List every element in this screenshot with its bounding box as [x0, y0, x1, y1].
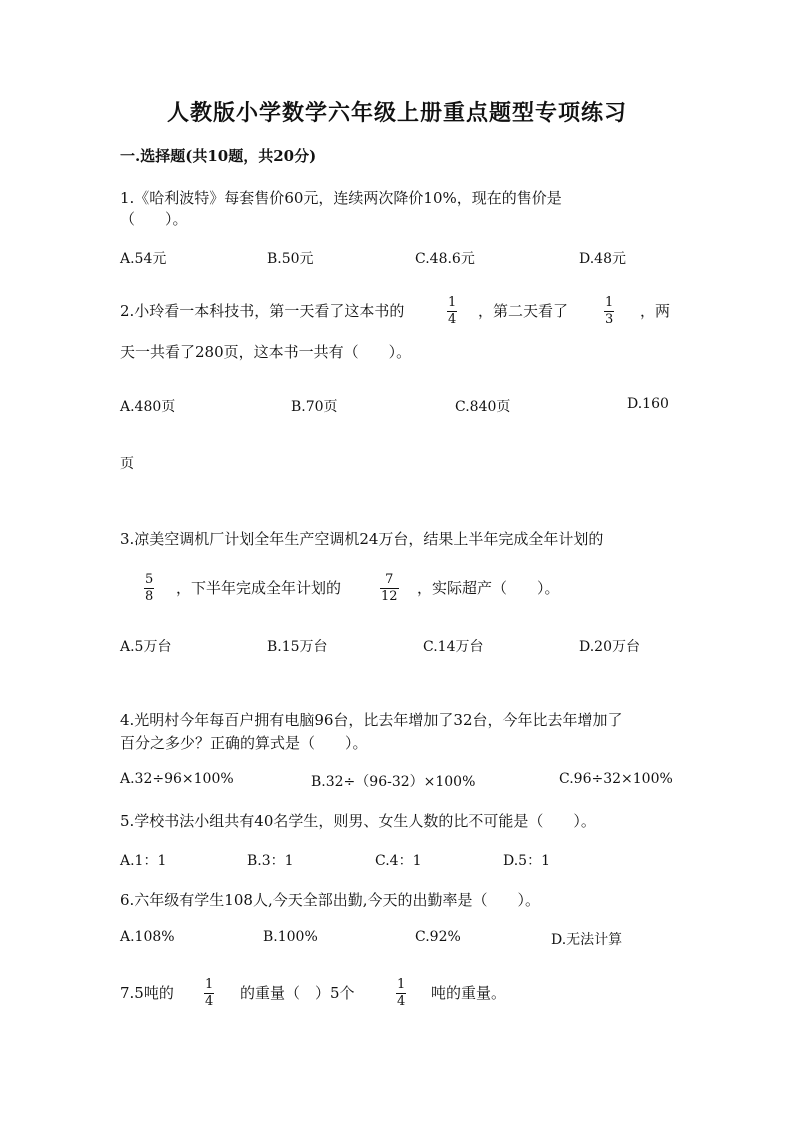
question-3-text-part-3: ，实际超产（ ）。	[417, 579, 560, 597]
question-2-text-part-1: 2.小玲看一本科技书，第一天看了这本书的	[120, 302, 405, 320]
fraction-numerator: 1	[205, 977, 214, 992]
fraction-numerator: 5	[145, 572, 154, 587]
fraction-numerator: 1	[397, 977, 406, 992]
question-1-option-c[interactable]: C.48.6元	[415, 251, 475, 267]
question-2-option-c[interactable]: C.840页	[455, 399, 511, 415]
fraction-denominator: 12	[381, 589, 398, 604]
question-5-option-a[interactable]: A.1：1	[120, 853, 167, 869]
question-1-line-1: 1.《哈利波特》每套售价60元，连续两次降价10%，现在的售价是	[120, 189, 562, 207]
fraction-numerator: 7	[385, 572, 394, 587]
question-7-text-part-1: 7.5吨的	[120, 984, 174, 1002]
question-3-option-a[interactable]: A.5万台	[120, 639, 172, 655]
fraction-denominator: 3	[605, 312, 614, 327]
question-2-fraction-1	[447, 296, 457, 327]
question-2-option-d[interactable]: D.160	[627, 396, 669, 412]
question-2-option-b[interactable]: B.70页	[291, 399, 338, 415]
question-6-option-c[interactable]: C.92%	[415, 929, 461, 945]
question-5-option-c[interactable]: C.4：1	[375, 853, 422, 869]
question-3-line-1: 3.凉美空调机厂计划全年生产空调机24万台，结果上半年完成全年计划的	[120, 530, 604, 548]
question-6-option-d[interactable]: D.无法计算	[551, 932, 623, 948]
question-7-text-part-2: 的重量（ ）5个	[240, 984, 355, 1002]
fraction-denominator: 8	[145, 589, 154, 604]
question-2-fraction-2	[604, 296, 614, 327]
question-2-option-a[interactable]: A.480页	[120, 399, 176, 415]
question-3-option-d[interactable]: D.20万台	[579, 639, 640, 655]
question-4-option-b[interactable]: B.32÷（96-32）×100%	[311, 774, 476, 790]
question-6-line-1: 6.六年级有学生108人,今天全部出勤,今天的出勤率是（ ）。	[120, 891, 540, 909]
question-7-fraction-1	[204, 978, 214, 1009]
question-4-option-c[interactable]: C.96÷32×100%	[559, 771, 673, 787]
question-5-line-1: 5.学校书法小组共有40名学生，则男、女生人数的比不可能是（ ）。	[120, 812, 596, 830]
question-3-option-c[interactable]: C.14万台	[423, 639, 484, 655]
question-1-option-b[interactable]: B.50元	[267, 251, 314, 267]
question-2-text-part-2: ，第二天看了	[478, 302, 569, 320]
fraction-numerator: 1	[448, 295, 457, 310]
question-1-option-d[interactable]: D.48元	[579, 251, 626, 267]
question-3-fraction-2	[380, 573, 399, 604]
fraction-denominator: 4	[448, 312, 457, 327]
question-2-line-2: 天一共看了280页，这本书一共有（ ）。	[120, 343, 412, 361]
fraction-numerator: 1	[605, 295, 614, 310]
page-title: 人教版小学数学六年级上册重点题型专项练习	[166, 100, 627, 126]
question-6-option-a[interactable]: A.108%	[120, 929, 175, 945]
fraction-denominator: 4	[205, 994, 214, 1009]
question-7-fraction-2	[396, 978, 406, 1009]
section-heading: 一.选择题(共10题，共20分)	[120, 147, 317, 165]
question-3-text-part-2: ，下半年完成全年计划的	[176, 579, 342, 597]
question-3-fraction-1	[144, 573, 154, 604]
question-4-line-2: 百分之多少？正确的算式是（ ）。	[120, 734, 368, 752]
question-5-option-d[interactable]: D.5：1	[503, 853, 550, 869]
question-2-text-part-3: ，两	[640, 302, 671, 320]
question-1-line-2: （ ）。	[120, 210, 188, 228]
question-5-option-b[interactable]: B.3：1	[247, 853, 294, 869]
question-3-option-b[interactable]: B.15万台	[267, 639, 328, 655]
question-1-option-a[interactable]: A.54元	[120, 251, 167, 267]
question-4-line-1: 4.光明村今年每百户拥有电脑96台，比去年增加了32台，今年比去年增加了	[120, 711, 623, 729]
question-2-option-d-wrap: 页	[120, 456, 134, 472]
question-6-option-b[interactable]: B.100%	[263, 929, 318, 945]
question-7-text-part-3: 吨的重量。	[431, 984, 507, 1002]
fraction-denominator: 4	[397, 994, 406, 1009]
question-4-option-a[interactable]: A.32÷96×100%	[120, 771, 234, 787]
